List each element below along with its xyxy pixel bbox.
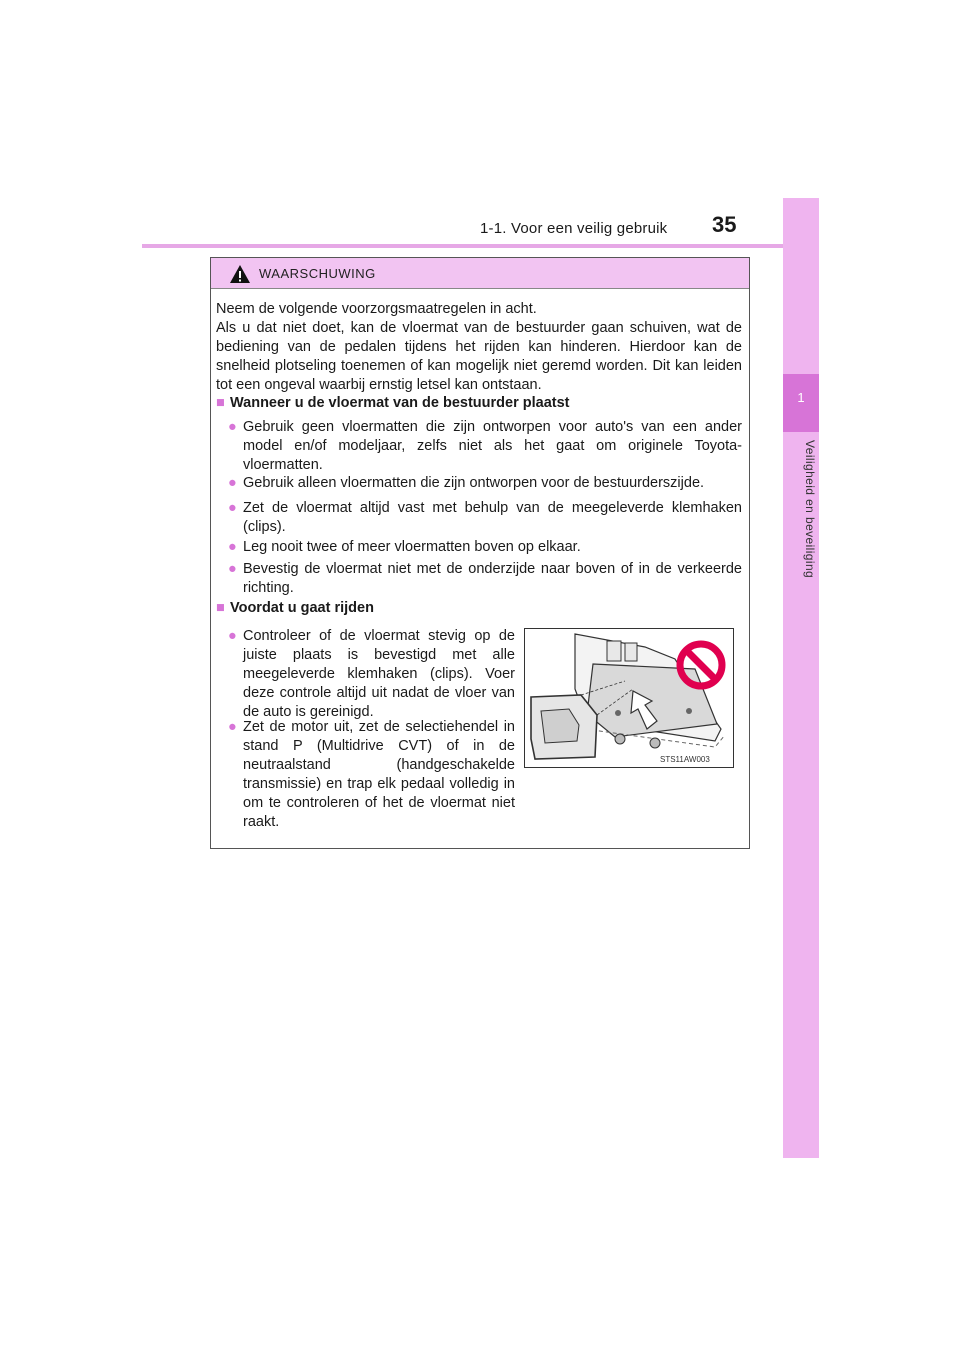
bullet-dot-icon: ●: [228, 419, 237, 435]
chapter-title: Veiligheid en beveiliging: [803, 440, 817, 579]
bullet-dot-icon: ●: [228, 561, 237, 577]
warning-intro-2: Als u dat niet doet, kan de vloermat van de bestuurder gaan schuiven, wat de bediening van de pedalen tijdens het rijden kan hinderen. Hierdoor kan de snelheid plotseling toenemen of kan mogelijk niet geremd worden. Dit kan leiden tot een ongeval waarbij ernstig letsel kan ontstaan.: [216, 320, 742, 393]
illustration-code: STS11AW003: [660, 755, 710, 764]
section-title: 1-1. Voor een veilig gebruik: [480, 220, 668, 237]
warning-triangle-icon: [229, 264, 251, 284]
warning-intro-1: Neem de volgende voorzorgsmaatregelen in acht.: [216, 301, 537, 317]
list-item: ● Zet de motor uit, zet de selectiehendel in stand P (Multidrive CVT) of in de neutraalstand (handgeschakelde transmissie) en trap elk pedaal volledig in om te controleren of het de vloermat niet raakt.: [228, 719, 515, 830]
page-number: 35: [712, 212, 737, 237]
bullet-dot-icon: ●: [228, 475, 237, 491]
list-item: ● Gebruik geen vloermatten die zijn ontworpen voor auto's van een ander model en/of modeljaar, zelfs niet als het gaat om originele Toyota-vloermatten.: [228, 419, 742, 473]
square-bullet-icon: ■: [216, 395, 225, 411]
section-heading-2: ■ Voordat u gaat rijden: [216, 600, 374, 616]
header-rule: [142, 244, 819, 248]
chapter-number: 1: [797, 390, 805, 405]
warning-label: WAARSCHUWING: [259, 266, 376, 281]
bullet-dot-icon: ●: [228, 628, 237, 644]
bullet-dot-icon: ●: [228, 500, 237, 516]
list-item: ● Gebruik alleen vloermatten die zijn ontworpen voor de bestuurderszijde.: [228, 475, 705, 491]
floor-mat-illustration: [524, 628, 734, 768]
warning-header: [211, 258, 749, 289]
list-item: ● Controleer of de vloermat stevig op de juiste plaats is bevestigd met alle meegeleverde klemhaken (clips). Voer deze controle altijd uit nadat de vloer van de auto is gereinigd.: [228, 628, 515, 720]
list-item: ● Zet de vloermat altijd vast met behulp van de meegeleverde klemhaken (clips).: [228, 500, 742, 535]
bullet-dot-icon: ●: [228, 539, 237, 555]
section-heading-1: ■ Wanneer u de vloermat van de bestuurder plaatst: [216, 395, 570, 411]
list-item: ● Bevestig de vloermat niet met de onderzijde naar boven of in de verkeerde richting.: [228, 561, 742, 596]
side-tab-band: [783, 198, 819, 1158]
prohibited-icon: [675, 639, 727, 691]
list-item: ● Leg nooit twee of meer vloermatten boven op elkaar.: [228, 539, 581, 555]
bullet-dot-icon: ●: [228, 719, 237, 735]
square-bullet-icon: ■: [216, 600, 225, 616]
